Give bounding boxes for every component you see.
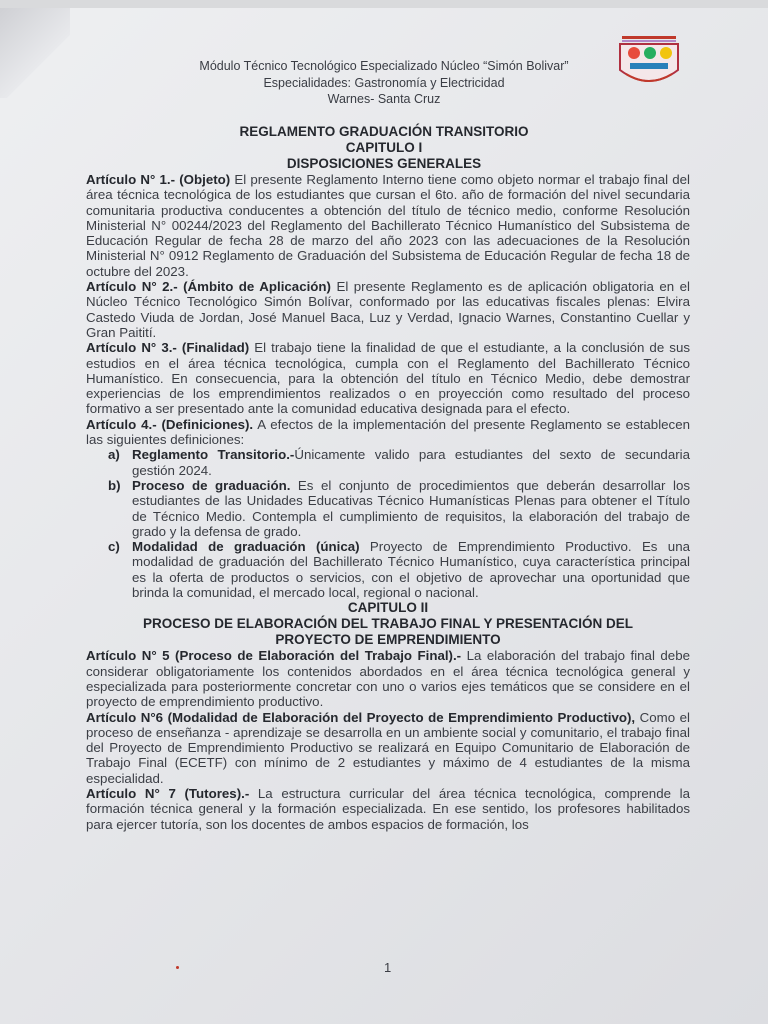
chapter-2-title-line1: PROCESO DE ELABORACIÓN DEL TRABAJO FINAL Y PRESENTACIÓN DEL <box>142 616 634 632</box>
article-2-text: El presente Reglamento es de aplicación obligatoria en el Núcleo Técnico Tecnológico Simón Bolívar, conformado por las educativas fiscales plenas: Elvira Castedo Viuda de Jordan, José Manuel Baca, Luz y Verdad, Ignacio Warnes, Constantino Cuellar y Gran Paitití. <box>86 279 690 340</box>
article-2 <box>86 279 690 340</box>
definition-letter: a) <box>108 447 120 463</box>
definition-item <box>86 447 690 478</box>
article-4-heading: Artículo 4.- (Definiciones). <box>86 416 254 432</box>
definition-heading: Proceso de graduación. <box>132 477 291 493</box>
definition-letter: b) <box>108 477 121 493</box>
article-4-text: A efectos de la implementación del presente Reglamento se establecen las siguientes definiciones: <box>86 416 690 448</box>
document-title: REGLAMENTO GRADUACIÓN TRANSITORIO <box>239 124 529 139</box>
article-5 <box>86 648 690 709</box>
definition-item <box>86 478 690 539</box>
definition-item <box>86 539 690 600</box>
chapter-1-label: CAPITULO I <box>345 140 423 155</box>
definition-heading: Modalidad de graduación (única) <box>132 539 360 555</box>
article-1-heading: Artículo N° 1.- (Objeto) <box>86 172 231 187</box>
article-6 <box>86 710 690 786</box>
header-line-location: Warnes- Santa Cruz <box>327 92 441 106</box>
article-5-text: La elaboración del trabajo final debe considerar obligatoriamente los contenidos abordados en el área técnica tecnológica general y especializada para posteriormente concretar con uno o varios ejes temáticos que se considere en el proyecto de emprendimiento productivo. <box>86 648 690 710</box>
article-1-text: El presente Reglamento Interno tiene como objeto normar el trabajo final del área técnica tecnológica de los estudiantes que cursan el 6to. año de formación del nivel secundaria comunitaria productiva conducentes a obtención del título de técnico medio, conforme Resolución Ministerial N° 00244/2023 del Reglamento del Bachillerato Técnico Humanístico del Subsistema de Educación Regular de fecha 28 de marzo del año 2023 con las adecuaciones de la Resolución Ministerial N° 0912 Reglamento de Graduación del Subsistema de Educación Regular de fecha 18 de octubre del 2023. <box>86 172 690 279</box>
chapter-2-label: CAPITULO II <box>347 600 429 616</box>
ink-dot <box>176 966 179 969</box>
article-7-text: La estructura curricular del área técnica tecnológica, comprende la formación técnica general y la formación especializada. En ese sentido, los profesores habilitados para ejercer tutoría, son los docentes de ambos espacios de formación, los <box>86 785 690 832</box>
chapter-1-title: DISPOSICIONES GENERALES <box>286 156 482 171</box>
article-3 <box>86 340 690 416</box>
chapter-2-title-line2: PROYECTO DE EMPRENDIMIENTO <box>275 632 501 648</box>
article-3-heading: Artículo N° 3.- (Finalidad) <box>86 340 250 356</box>
definition-text: Proyecto de Emprendimiento Productivo. Es una modalidad de graduación del Bachillerato Técnico Humanístico, cuya característica principal es la oferta de productos o servicios, con el objetivo de aprovechar una oportunidad que brinda la comunidad, el mercado local, regional o nacional. <box>132 539 690 601</box>
definition-text: Es el conjunto de procedimientos que deberán desarrollar los estudiantes de las Unidades Educativas Técnico Humanísticas Plenas para obtener el Título de Técnico Medio. Contempla el cumplimiento de requisitos, la elaboración del trabajo de grado y la defensa de grado. <box>132 477 690 539</box>
document-body <box>86 172 690 832</box>
definition-text: Únicamente valido para estudiantes del sexto de secundaria gestión 2024. <box>132 447 690 478</box>
definitions-list <box>86 447 690 600</box>
page-number: 1 <box>384 960 392 975</box>
article-6-heading: Artículo N°6 (Modalidad de Elaboración del Proyecto de Emprendimiento Productivo), <box>86 709 636 725</box>
article-4 <box>86 417 690 448</box>
article-3-text: El trabajo tiene la finalidad de que el estudiante, a la conclusión de sus estudios en el área técnica tecnológica, cumpla con el Reglamento del Bachillerato Técnico Humanístico. En consecuencia, para la obtención del título en Técnico Medio, debe demostrar experiencias de los emprendimientos realizados o en proyección como resultado del proceso formativo a ser presentado ante la comunidad educativa designada para el efecto. <box>86 340 690 417</box>
definition-letter: c) <box>108 539 120 555</box>
definition-heading: Reglamento Transitorio.- <box>132 447 295 463</box>
article-5-heading: Artículo N° 5 (Proceso de Elaboración del Trabajo Final).- <box>86 648 462 664</box>
article-7-heading: Artículo N° 7 (Tutores).- <box>86 785 250 801</box>
document-page <box>0 8 768 1024</box>
institution-crest-logo <box>614 36 684 92</box>
article-1 <box>86 172 690 279</box>
header-line-specialties: Especialidades: Gastronomía y Electricidad <box>263 76 505 90</box>
article-2-heading: Artículo N° 2.- (Ámbito de Aplicación) <box>86 279 331 295</box>
header-line-institution: Módulo Técnico Tecnológico Especializado Núcleo “Simón Bolivar” <box>199 59 569 73</box>
article-7 <box>86 786 690 832</box>
article-6-text: Como el proceso de enseñanza - aprendizaje se desarrolla en un ambiente social y comunitario, el trabajo final del Proyecto de Emprendimiento Productivo se realizará en Equipo Comunitario de Elaboración de Trabajo Final (ECETF) con mínimo de 2 estudiantes y máximo de 4 estudiantes de la misma especialidad. <box>86 709 690 786</box>
